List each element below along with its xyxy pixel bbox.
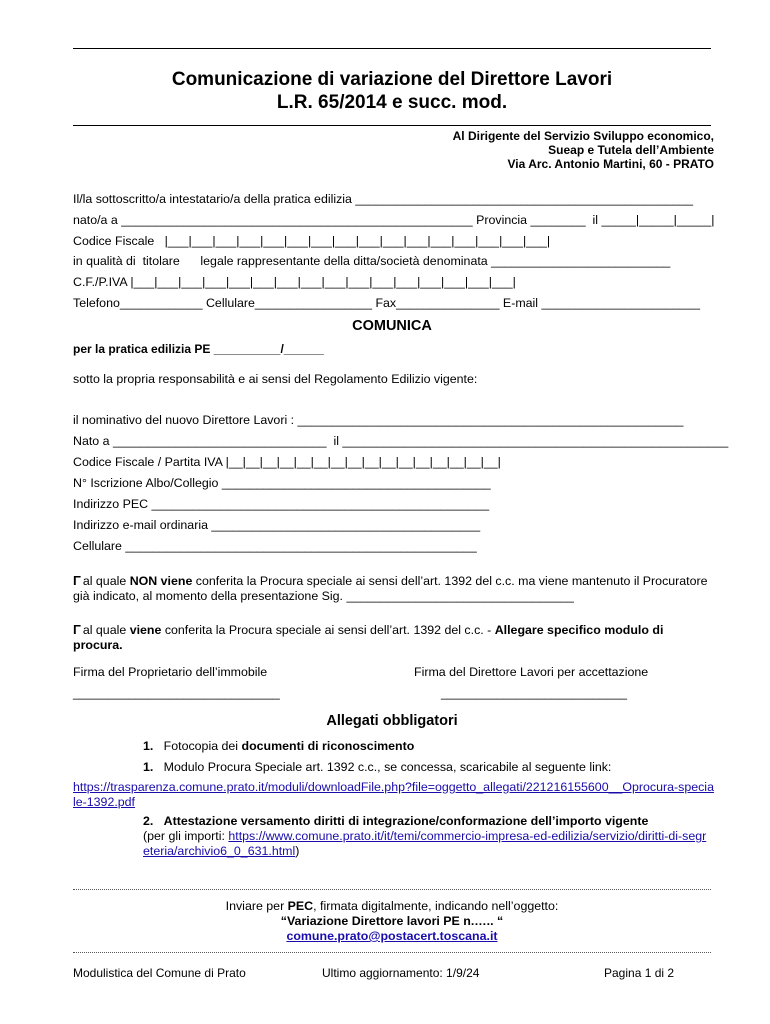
procura-download-link[interactable]: https://trasparenza.comune.prato.it/moduli/downloadFile.php?file=oggetto_allegati/221216155600__Oprocura-speciale-1392.pdf [73, 780, 714, 809]
applicant-role-field[interactable]: in qualità di titolare legale rappresentante della ditta/società denominata __________________________ [73, 254, 671, 268]
applicant-fiscal-code-field[interactable]: Codice Fiscale |___|___|___|___|___|___|___|___|___|___|___|___|___|___|___|___| [73, 234, 551, 248]
invio-post: , firmata digitalmente, indicando nell’oggetto: [313, 899, 559, 913]
title-line-2: L.R. 65/2014 e succ. mod. [276, 92, 508, 113]
director-birth-field[interactable]: Nato a _______________________________ il ________________________________________________________ [73, 434, 729, 448]
director-name-field[interactable]: il nominativo del nuovo Direttore Lavori : ________________________________________________________ [73, 413, 684, 427]
invio-pec: PEC [287, 899, 314, 913]
procura-download-link-block [73, 780, 715, 810]
option-procura[interactable] [73, 622, 713, 653]
applicant-contacts-field[interactable]: Telefono____________ Cellulare_________________ Fax_______________ E-mail _______________________ [73, 296, 700, 310]
allegato-3-post: ) [295, 844, 300, 858]
allegato-item-3 [143, 814, 713, 859]
title-line-1: Comunicazione di variazione del Direttore Lavori [171, 69, 613, 90]
invio-block [73, 899, 711, 944]
title-rule [73, 125, 711, 126]
allegato-3-bold: Attestazione versamento diritti di integrazione/conformazione dell’importo vigente [163, 814, 649, 828]
comunica-heading: COMUNICA [352, 318, 432, 334]
allegato-1-pre: Fotocopia dei [163, 739, 242, 753]
option-procura-bold: viene [129, 623, 162, 637]
owner-signature-line[interactable]: ______________________________ [73, 686, 280, 700]
recipient-line-1: Al Dirigente del Servizio Sviluppo economico, [452, 129, 714, 143]
option-no-procura[interactable] [73, 573, 713, 604]
option-procura-attach-note: Allegare specifico modulo di procura. [73, 623, 664, 652]
pec-address-link[interactable]: comune.prato@postacert.toscana.it [286, 929, 498, 943]
footer-left: Modulistica del Comune di Prato [73, 966, 246, 980]
allegato-item-2 [143, 760, 713, 775]
footer-updated: Ultimo aggiornamento: 1/9/24 [322, 966, 480, 980]
option-procura-checkbox[interactable]: Γ [73, 622, 81, 637]
declaration-text: sotto la propria responsabilità e ai sensi del Regolamento Edilizio vigente: [73, 372, 478, 386]
applicant-vat-field[interactable]: C.F./P.IVA |___|___|___|___|___|___|___|___|___|___|___|___|___|___|___|___| [73, 275, 516, 289]
recipient-line-2: Sueap e Tutela dell’Ambiente [548, 143, 714, 157]
allegati-heading: Allegati obbligatori [326, 713, 458, 729]
director-signature-line[interactable]: ___________________________ [441, 686, 628, 700]
allegato-2-number: 1. [143, 760, 154, 774]
option-procura-text: conferita la Procura speciale ai sensi dell’art. 1392 del c.c. - [161, 623, 495, 637]
allegato-3-number: 2. [143, 814, 154, 828]
recipient-line-3: Via Arc. Antonio Martini, 60 - PRATO [507, 157, 714, 171]
top-rule [73, 48, 711, 49]
option-no-procura-text: conferita la Procura speciale ai sensi dell’art. 1392 del c.c. ma viene mantenuto il Procuratore già indicato, al momento della presentazione Sig. _________________________________ [73, 574, 708, 603]
document-title [73, 68, 711, 114]
allegato-2-text: Modulo Procura Speciale art. 1392 c.c., se concessa, scaricabile al seguente link: [163, 760, 612, 774]
director-fiscal-code-field[interactable]: Codice Fiscale / Partita IVA |__|__|__|__|__|__|__|__|__|__|__|__|__|__|__|__| [73, 455, 501, 469]
allegato-item-1 [143, 739, 713, 754]
director-registration-field[interactable]: N° Iscrizione Albo/Collegio _______________________________________ [73, 476, 491, 490]
invio-line-1 [73, 899, 711, 914]
option-no-procura-pre: al quale [82, 574, 130, 588]
recipient-block [453, 129, 714, 171]
invio-subject: “Variazione Direttore lavori PE n.….. “ [280, 914, 504, 928]
applicant-birth-field[interactable]: nato/a a ___________________________________________________ Provincia ________ il _____|_____|_____| [73, 213, 715, 227]
pratica-field[interactable]: per la pratica edilizia PE __________/______ [73, 342, 324, 356]
allegato-1-bold: documenti di riconoscimento [241, 739, 415, 753]
director-email-field[interactable]: Indirizzo e-mail ordinaria _______________________________________ [73, 518, 481, 532]
allegato-3-pre: (per gli importi: [143, 829, 229, 843]
owner-signature-label: Firma del Proprietario dell’immobile [73, 665, 268, 679]
invio-bottom-rule [73, 952, 711, 953]
invio-top-rule [73, 889, 711, 890]
invio-pre: Inviare per [225, 899, 288, 913]
diritti-link[interactable]: https://www.comune.prato.it/it/temi/commercio-impresa-ed-edilizia/servizio/diritti-di-segreteria/archivio6_0_631.html [143, 829, 707, 858]
option-no-procura-checkbox[interactable]: Γ [73, 573, 81, 588]
director-phone-field[interactable]: Cellulare ___________________________________________________ [73, 539, 477, 553]
footer-page-number: Pagina 1 di 2 [604, 966, 675, 980]
allegato-1-number: 1. [143, 739, 154, 753]
option-no-procura-bold: NON viene [129, 574, 193, 588]
director-signature-label: Firma del Direttore Lavori per accettazione [414, 665, 649, 679]
applicant-name-field[interactable]: Il/la sottoscritto/a intestatario/a della pratica edilizia _________________________________________________ [73, 192, 694, 206]
director-pec-field[interactable]: Indirizzo PEC _________________________________________________ [73, 497, 490, 511]
option-procura-pre: al quale [82, 623, 130, 637]
